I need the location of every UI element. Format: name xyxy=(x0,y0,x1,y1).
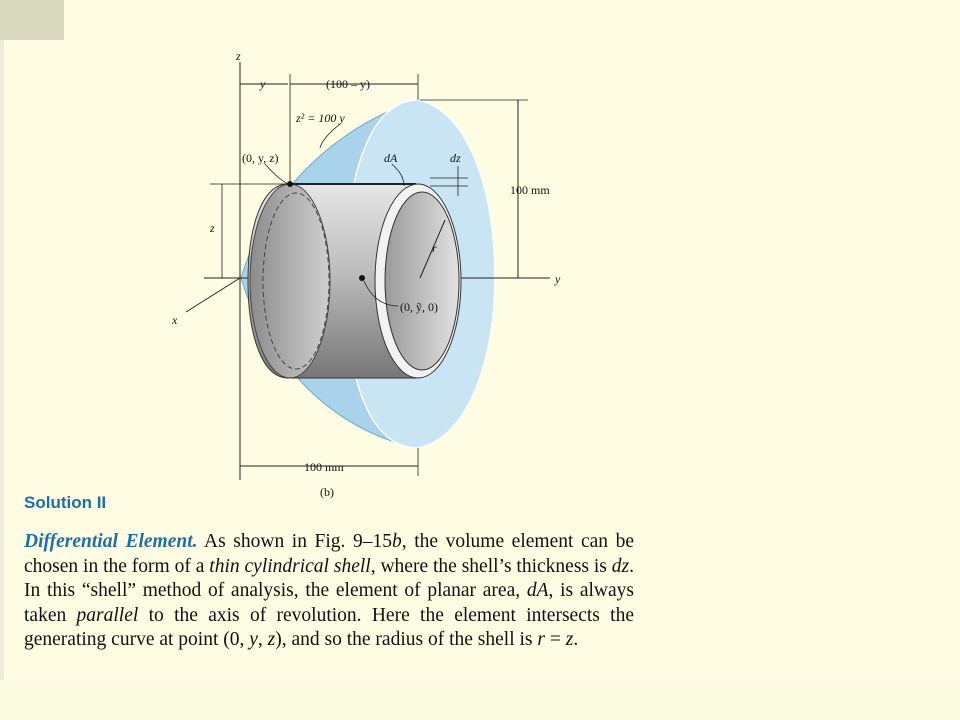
axis-y-label: y xyxy=(555,272,561,286)
r-label: r xyxy=(432,241,437,255)
z-side-label: z xyxy=(210,221,215,235)
dim-y-label: y xyxy=(260,77,266,91)
centroid-point xyxy=(359,275,365,281)
dim-100-minus-y-label: (100 – y) xyxy=(326,77,370,91)
axis-z-label: z xyxy=(236,49,241,63)
paragraph-heading: Differential Element. xyxy=(24,531,198,552)
centroid-label: (0, ỹ, 0) xyxy=(400,300,438,314)
x-axis xyxy=(186,278,240,312)
page-edge-strip xyxy=(0,40,4,680)
dz-label: dz xyxy=(450,151,461,165)
bottom-strip xyxy=(0,680,960,720)
shell-right-hole xyxy=(385,192,459,370)
body-paragraph: Differential Element. As shown in Fig. 9–15b, the volume element can be chosen in the form of a thin cylindrical shell, where the shell’s thickness is dz. In this “shell” method of analysis, the element of planar area, dA, is always taken parallel to the axis of revolution. Here the element intersects the generating curve at point (0, y, z), and so the radius of the shell is r = z. xyxy=(24,531,635,650)
corner-tab xyxy=(0,0,64,40)
width-label: 100 mm xyxy=(304,460,344,474)
shell-left-face xyxy=(250,184,330,378)
height-label: 100 mm xyxy=(510,183,550,197)
point-label: (0, y, z) xyxy=(242,151,279,165)
dA-label: dA xyxy=(384,151,398,165)
figure-drawing xyxy=(160,40,600,510)
curve-equation-label: z² = 100 y xyxy=(296,111,345,125)
point-leader xyxy=(265,164,288,184)
figure-caption: (b) xyxy=(320,485,334,499)
figure-9-15b xyxy=(160,40,600,510)
solution-heading: Solution II xyxy=(24,493,107,512)
axis-x-label: x xyxy=(172,313,178,327)
